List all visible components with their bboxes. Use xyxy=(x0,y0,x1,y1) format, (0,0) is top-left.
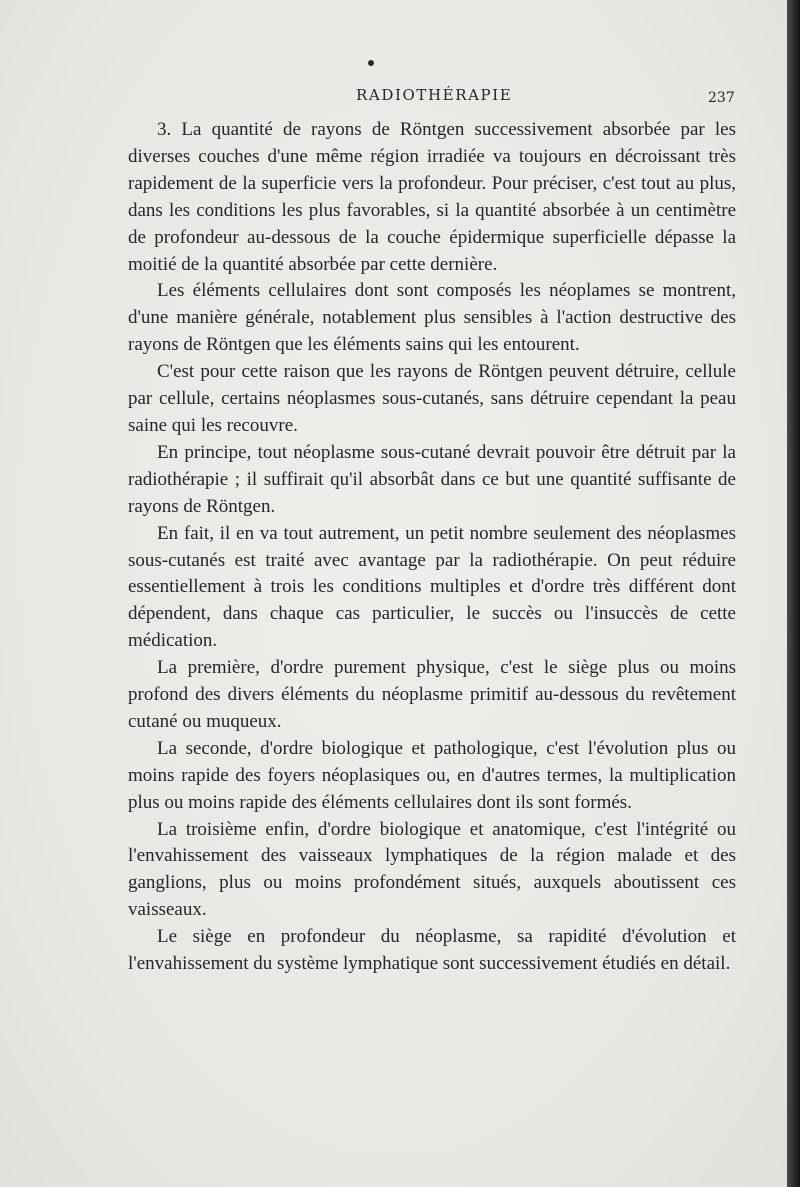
page-number: 237 xyxy=(708,90,735,106)
paragraph-6: La première, d'ordre purement physique, c'est le siège plus ou moins profond des divers éléments du néoplasme primitif au-dessous du revêtement cutané ou muqueux. xyxy=(128,657,736,732)
body-text xyxy=(128,117,736,978)
paragraph-2: Les éléments cellulaires dont sont composés les néoplames se montrent, d'une manière générale, notablement plus sensibles à l'action destructive des rayons de Röntgen que les éléments sains qui les entourent. xyxy=(128,280,736,356)
page-edge-shadow xyxy=(787,0,800,1187)
paragraph-1: 3. La quantité de rayons de Röntgen successivement absorbée par les diverses couches d'une même région irradiée va toujours en décroissant très rapidement de la superficie vers la profondeur. Pour préciser, c'est tout au plus, dans les conditions les plus favorables, si la quantité absorbée à un centimètre de profondeur au-dessous de la couche épidermique superficielle dépasse la moitié de la quantité absorbée par cette dernière. xyxy=(128,119,736,275)
paragraph-3: C'est pour cette raison que les rayons de Röntgen peuvent détruire, cellule par cellule, certains néoplasmes sous-cutanés, sans détruire cependant la peau saine qui les recouvre. xyxy=(128,361,736,436)
paragraph-8: La troisième enfin, d'ordre biologique et anatomique, c'est l'intégrité ou l'envahissement des vaisseaux lymphatiques de la région malade et des ganglions, plus ou moins profondément situés, auxquels aboutissent ces vaisseaux. xyxy=(128,818,736,921)
ink-dot-mark xyxy=(368,60,374,66)
running-header xyxy=(0,86,800,110)
paragraph-9: Le siège en profondeur du néoplasme, sa rapidité d'évolution et l'envahissement du système lymphatique sont successivement étudiés en détail. xyxy=(128,926,736,975)
running-title: RADIOTHÉRAPIE xyxy=(356,86,513,104)
paragraph-5: En fait, il en va tout autrement, un petit nombre seulement des néoplasmes sous-cutanés est traité avec avantage par la radiothérapie. On peut réduire essentiellement à trois les conditions multiples et d'ordre très différent dont dépendent, dans chaque cas particulier, le succès ou l'insuccès de cette médication. xyxy=(128,522,736,652)
paragraph-7: La seconde, d'ordre biologique et pathologique, c'est l'évolution plus ou moins rapide des foyers néoplasiques ou, en d'autres termes, la multiplication plus ou moins rapide des éléments cellulaires dont ils sont formés. xyxy=(128,737,736,813)
paragraph-4: En principe, tout néoplasme sous-cutané devrait pouvoir être détruit par la radiothérapie ; il suffirait qu'il absorbât dans ce but une quantité suffisante de rayons de Röntgen. xyxy=(128,441,736,517)
